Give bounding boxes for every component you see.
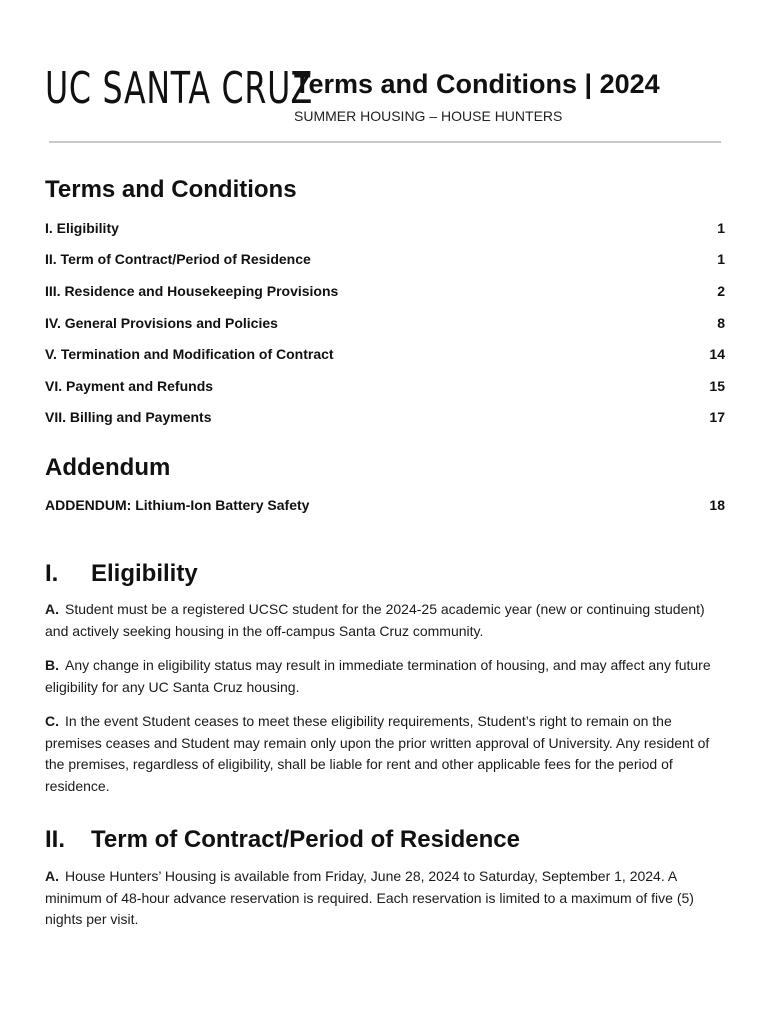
document-title: Terms and Conditions | 2024 bbox=[294, 69, 660, 99]
section-paragraph bbox=[45, 866, 729, 931]
toc-item-billing-payments[interactable] bbox=[45, 407, 725, 427]
toc-item-label: IV. General Provisions and Policies bbox=[45, 315, 278, 331]
section-number: II. bbox=[45, 826, 66, 853]
paragraph-text: In the event Student ceases to meet these eligibility requirements, Student’s right to remain on the premises ceases and Student may remain only upon the prior written approval of University. Any resident of the premises, regardless of eligibility, shall be liable for rent and other applicable fees for the period of residence. bbox=[45, 713, 710, 794]
toc-item-general-provisions[interactable] bbox=[45, 313, 725, 333]
toc-item-page: 15 bbox=[709, 378, 725, 394]
addendum-heading: Addendum bbox=[45, 454, 171, 481]
section-paragraph bbox=[45, 711, 729, 797]
uc-santa-cruz-logo: UC SANTA CRUZ bbox=[45, 63, 313, 114]
section-paragraph bbox=[45, 599, 729, 642]
paragraph-lead: B. bbox=[45, 657, 59, 673]
toc-item-battery-safety[interactable] bbox=[45, 495, 725, 515]
toc-item-page: 18 bbox=[709, 497, 725, 513]
toc-item-label: VI. Payment and Refunds bbox=[45, 378, 214, 394]
paragraph-lead: C. bbox=[45, 713, 59, 729]
toc-item-page: 1 bbox=[717, 251, 725, 267]
toc-item-label: V. Termination and Modification of Contract bbox=[45, 346, 334, 362]
toc-item-label: III. Residence and Housekeeping Provisions bbox=[45, 283, 339, 299]
toc-item-label: ADDENDUM: Lithium-Ion Battery Safety bbox=[45, 497, 310, 513]
toc-item-termination[interactable] bbox=[45, 344, 725, 364]
paragraph-text: House Hunters’ Housing is available from Friday, June 28, 2024 to Saturday, September 1, 2024. A minimum of 48-hour advance reservation is required. Each reservation is limited to a maximum of five (5) nights per visit. bbox=[45, 868, 694, 927]
paragraph-text: Any change in eligibility status may result in immediate termination of housing, and may affect any future eligibility for any UC Santa Cruz housing. bbox=[45, 657, 711, 695]
paragraph-lead: A. bbox=[45, 868, 59, 884]
header-divider bbox=[49, 141, 721, 143]
toc-item-page: 8 bbox=[717, 315, 725, 331]
paragraph-text: Student must be a registered UCSC student for the 2024-25 academic year (new or continuing student) and actively seeking housing in the off-campus Santa Cruz community. bbox=[45, 601, 705, 639]
toc-item-label: I. Eligibility bbox=[45, 220, 119, 236]
document-subtitle: SUMMER HOUSING – HOUSE HUNTERS bbox=[294, 108, 563, 124]
toc-item-page: 17 bbox=[709, 409, 725, 425]
section-title: Eligibility bbox=[91, 560, 198, 587]
paragraph-lead: A. bbox=[45, 601, 59, 617]
section-heading-term-of-contract bbox=[45, 825, 520, 855]
toc-item-eligibility[interactable] bbox=[45, 218, 725, 238]
toc-item-label: II. Term of Contract/Period of Residence bbox=[45, 251, 311, 267]
toc-item-page: 1 bbox=[717, 220, 725, 236]
section-number: I. bbox=[45, 560, 59, 587]
toc-item-residence-housekeeping[interactable] bbox=[45, 281, 725, 301]
toc-heading: Terms and Conditions bbox=[45, 176, 297, 203]
section-title: Term of Contract/Period of Residence bbox=[91, 826, 520, 853]
toc-item-label: VII. Billing and Payments bbox=[45, 409, 212, 425]
toc-item-term-of-contract[interactable] bbox=[45, 249, 725, 269]
toc-item-page: 14 bbox=[709, 346, 725, 362]
toc-item-payment-refunds[interactable] bbox=[45, 376, 725, 396]
toc-item-page: 2 bbox=[717, 283, 725, 299]
section-paragraph bbox=[45, 655, 729, 698]
section-heading-eligibility bbox=[45, 559, 198, 589]
